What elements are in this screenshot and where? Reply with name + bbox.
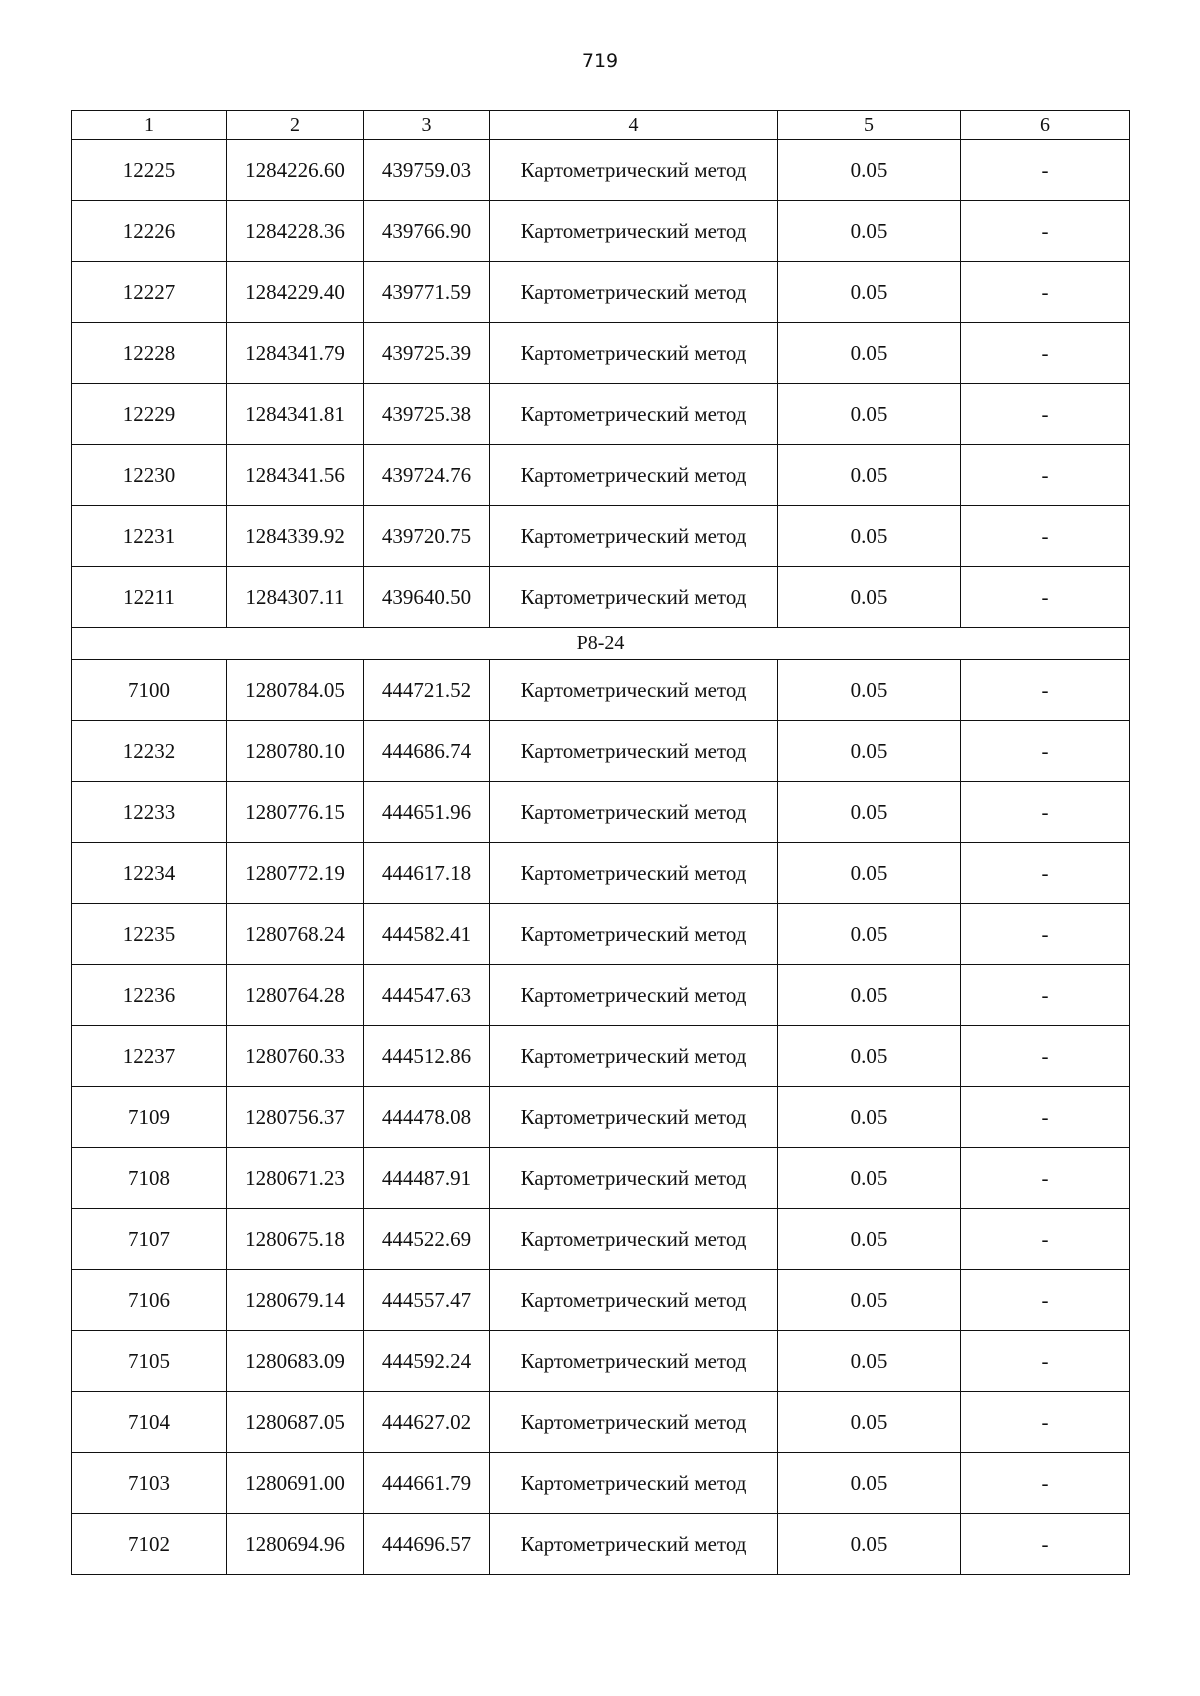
note-cell: -: [961, 1209, 1130, 1270]
method-cell: Картометрический метод: [490, 323, 778, 384]
y-coordinate-cell: 439759.03: [364, 140, 490, 201]
point-number-cell: 7103: [72, 1453, 227, 1514]
accuracy-cell: 0.05: [778, 445, 961, 506]
table-body: [72, 140, 1130, 1575]
point-number-cell: 12227: [72, 262, 227, 323]
table-row: [72, 1087, 1130, 1148]
x-coordinate-cell: 1284307.11: [227, 567, 364, 628]
table-row: [72, 1453, 1130, 1514]
x-coordinate-cell: 1280756.37: [227, 1087, 364, 1148]
x-coordinate-cell: 1284226.60: [227, 140, 364, 201]
table-row: [72, 904, 1130, 965]
y-coordinate-cell: 444522.69: [364, 1209, 490, 1270]
column-header: 6: [961, 111, 1130, 140]
point-number-cell: 7106: [72, 1270, 227, 1331]
y-coordinate-cell: 444651.96: [364, 782, 490, 843]
note-cell: -: [961, 1148, 1130, 1209]
point-number-cell: 12229: [72, 384, 227, 445]
accuracy-cell: 0.05: [778, 1453, 961, 1514]
table-row: [72, 1331, 1130, 1392]
table-row: [72, 567, 1130, 628]
accuracy-cell: 0.05: [778, 1209, 961, 1270]
page-number: 719: [581, 50, 619, 72]
accuracy-cell: 0.05: [778, 1331, 961, 1392]
accuracy-cell: 0.05: [778, 660, 961, 721]
table-row: [72, 506, 1130, 567]
note-cell: -: [961, 1514, 1130, 1575]
point-number-cell: 7102: [72, 1514, 227, 1575]
x-coordinate-cell: 1280683.09: [227, 1331, 364, 1392]
accuracy-cell: 0.05: [778, 1026, 961, 1087]
table-row: [72, 721, 1130, 782]
x-coordinate-cell: 1284228.36: [227, 201, 364, 262]
note-cell: -: [961, 1270, 1130, 1331]
note-cell: -: [961, 721, 1130, 782]
point-number-cell: 12234: [72, 843, 227, 904]
accuracy-cell: 0.05: [778, 262, 961, 323]
x-coordinate-cell: 1280675.18: [227, 1209, 364, 1270]
method-cell: Картометрический метод: [490, 1453, 778, 1514]
column-header: 4: [490, 111, 778, 140]
note-cell: -: [961, 262, 1130, 323]
accuracy-cell: 0.05: [778, 1514, 961, 1575]
table-row: [72, 843, 1130, 904]
column-header: 2: [227, 111, 364, 140]
note-cell: -: [961, 506, 1130, 567]
table-row: [72, 1148, 1130, 1209]
method-cell: Картометрический метод: [490, 1209, 778, 1270]
accuracy-cell: 0.05: [778, 843, 961, 904]
table-row: [72, 965, 1130, 1026]
y-coordinate-cell: 439766.90: [364, 201, 490, 262]
accuracy-cell: 0.05: [778, 782, 961, 843]
coordinates-table: [71, 110, 1130, 1575]
point-number-cell: 12226: [72, 201, 227, 262]
y-coordinate-cell: 444512.86: [364, 1026, 490, 1087]
note-cell: -: [961, 965, 1130, 1026]
method-cell: Картометрический метод: [490, 506, 778, 567]
method-cell: Картометрический метод: [490, 965, 778, 1026]
point-number-cell: 12225: [72, 140, 227, 201]
accuracy-cell: 0.05: [778, 384, 961, 445]
method-cell: Картометрический метод: [490, 904, 778, 965]
y-coordinate-cell: 444617.18: [364, 843, 490, 904]
y-coordinate-cell: 444686.74: [364, 721, 490, 782]
column-header: 5: [778, 111, 961, 140]
x-coordinate-cell: 1284341.79: [227, 323, 364, 384]
table-row: [72, 140, 1130, 201]
point-number-cell: 12235: [72, 904, 227, 965]
y-coordinate-cell: 444592.24: [364, 1331, 490, 1392]
note-cell: -: [961, 1331, 1130, 1392]
table-row: [72, 1026, 1130, 1087]
point-number-cell: 7109: [72, 1087, 227, 1148]
accuracy-cell: 0.05: [778, 721, 961, 782]
method-cell: Картометрический метод: [490, 1148, 778, 1209]
y-coordinate-cell: 444582.41: [364, 904, 490, 965]
table-row: [72, 660, 1130, 721]
x-coordinate-cell: 1280780.10: [227, 721, 364, 782]
table-row: [72, 1209, 1130, 1270]
table-row: [72, 323, 1130, 384]
note-cell: -: [961, 1087, 1130, 1148]
table-row: [72, 782, 1130, 843]
note-cell: -: [961, 140, 1130, 201]
accuracy-cell: 0.05: [778, 965, 961, 1026]
x-coordinate-cell: 1280691.00: [227, 1453, 364, 1514]
point-number-cell: 12231: [72, 506, 227, 567]
x-coordinate-cell: 1284339.92: [227, 506, 364, 567]
note-cell: -: [961, 843, 1130, 904]
column-header: 1: [72, 111, 227, 140]
x-coordinate-cell: 1280772.19: [227, 843, 364, 904]
x-coordinate-cell: 1280768.24: [227, 904, 364, 965]
note-cell: -: [961, 567, 1130, 628]
method-cell: Картометрический метод: [490, 1087, 778, 1148]
point-number-cell: 7105: [72, 1331, 227, 1392]
method-cell: Картометрический метод: [490, 660, 778, 721]
method-cell: Картометрический метод: [490, 782, 778, 843]
y-coordinate-cell: 439724.76: [364, 445, 490, 506]
point-number-cell: 7108: [72, 1148, 227, 1209]
accuracy-cell: 0.05: [778, 1270, 961, 1331]
method-cell: Картометрический метод: [490, 445, 778, 506]
column-number-row: [72, 111, 1130, 140]
method-cell: Картометрический метод: [490, 1270, 778, 1331]
x-coordinate-cell: 1280679.14: [227, 1270, 364, 1331]
note-cell: -: [961, 782, 1130, 843]
section-heading: Р8-24: [72, 628, 1130, 660]
method-cell: Картометрический метод: [490, 843, 778, 904]
method-cell: Картометрический метод: [490, 1392, 778, 1453]
point-number-cell: 7100: [72, 660, 227, 721]
table-row: [72, 1270, 1130, 1331]
method-cell: Картометрический метод: [490, 384, 778, 445]
method-cell: Картометрический метод: [490, 1514, 778, 1575]
accuracy-cell: 0.05: [778, 1087, 961, 1148]
table-row: [72, 384, 1130, 445]
note-cell: -: [961, 904, 1130, 965]
y-coordinate-cell: 439640.50: [364, 567, 490, 628]
note-cell: -: [961, 384, 1130, 445]
point-number-cell: 12233: [72, 782, 227, 843]
x-coordinate-cell: 1284341.81: [227, 384, 364, 445]
x-coordinate-cell: 1284229.40: [227, 262, 364, 323]
method-cell: Картометрический метод: [490, 721, 778, 782]
x-coordinate-cell: 1280784.05: [227, 660, 364, 721]
note-cell: -: [961, 1026, 1130, 1087]
y-coordinate-cell: 444696.57: [364, 1514, 490, 1575]
x-coordinate-cell: 1280764.28: [227, 965, 364, 1026]
y-coordinate-cell: 444661.79: [364, 1453, 490, 1514]
point-number-cell: 12211: [72, 567, 227, 628]
y-coordinate-cell: 444547.63: [364, 965, 490, 1026]
x-coordinate-cell: 1280760.33: [227, 1026, 364, 1087]
y-coordinate-cell: 439720.75: [364, 506, 490, 567]
note-cell: -: [961, 1453, 1130, 1514]
section-heading-row: [72, 628, 1130, 660]
method-cell: Картометрический метод: [490, 1026, 778, 1087]
x-coordinate-cell: 1284341.56: [227, 445, 364, 506]
point-number-cell: 7107: [72, 1209, 227, 1270]
point-number-cell: 12230: [72, 445, 227, 506]
accuracy-cell: 0.05: [778, 201, 961, 262]
note-cell: -: [961, 323, 1130, 384]
x-coordinate-cell: 1280694.96: [227, 1514, 364, 1575]
x-coordinate-cell: 1280671.23: [227, 1148, 364, 1209]
method-cell: Картометрический метод: [490, 567, 778, 628]
y-coordinate-cell: 439725.39: [364, 323, 490, 384]
y-coordinate-cell: 439771.59: [364, 262, 490, 323]
y-coordinate-cell: 444478.08: [364, 1087, 490, 1148]
point-number-cell: 12232: [72, 721, 227, 782]
y-coordinate-cell: 444721.52: [364, 660, 490, 721]
point-number-cell: 12237: [72, 1026, 227, 1087]
table-row: [72, 1392, 1130, 1453]
y-coordinate-cell: 444627.02: [364, 1392, 490, 1453]
table-row: [72, 201, 1130, 262]
column-header: 3: [364, 111, 490, 140]
y-coordinate-cell: 444557.47: [364, 1270, 490, 1331]
note-cell: -: [961, 201, 1130, 262]
accuracy-cell: 0.05: [778, 1392, 961, 1453]
method-cell: Картометрический метод: [490, 1331, 778, 1392]
method-cell: Картометрический метод: [490, 201, 778, 262]
point-number-cell: 12228: [72, 323, 227, 384]
table-row: [72, 445, 1130, 506]
note-cell: -: [961, 1392, 1130, 1453]
note-cell: -: [961, 660, 1130, 721]
point-number-cell: 12236: [72, 965, 227, 1026]
x-coordinate-cell: 1280687.05: [227, 1392, 364, 1453]
accuracy-cell: 0.05: [778, 506, 961, 567]
x-coordinate-cell: 1280776.15: [227, 782, 364, 843]
accuracy-cell: 0.05: [778, 1148, 961, 1209]
accuracy-cell: 0.05: [778, 567, 961, 628]
accuracy-cell: 0.05: [778, 904, 961, 965]
table-row: [72, 262, 1130, 323]
point-number-cell: 7104: [72, 1392, 227, 1453]
accuracy-cell: 0.05: [778, 323, 961, 384]
accuracy-cell: 0.05: [778, 140, 961, 201]
y-coordinate-cell: 439725.38: [364, 384, 490, 445]
method-cell: Картометрический метод: [490, 262, 778, 323]
y-coordinate-cell: 444487.91: [364, 1148, 490, 1209]
method-cell: Картометрический метод: [490, 140, 778, 201]
note-cell: -: [961, 445, 1130, 506]
table-row: [72, 1514, 1130, 1575]
